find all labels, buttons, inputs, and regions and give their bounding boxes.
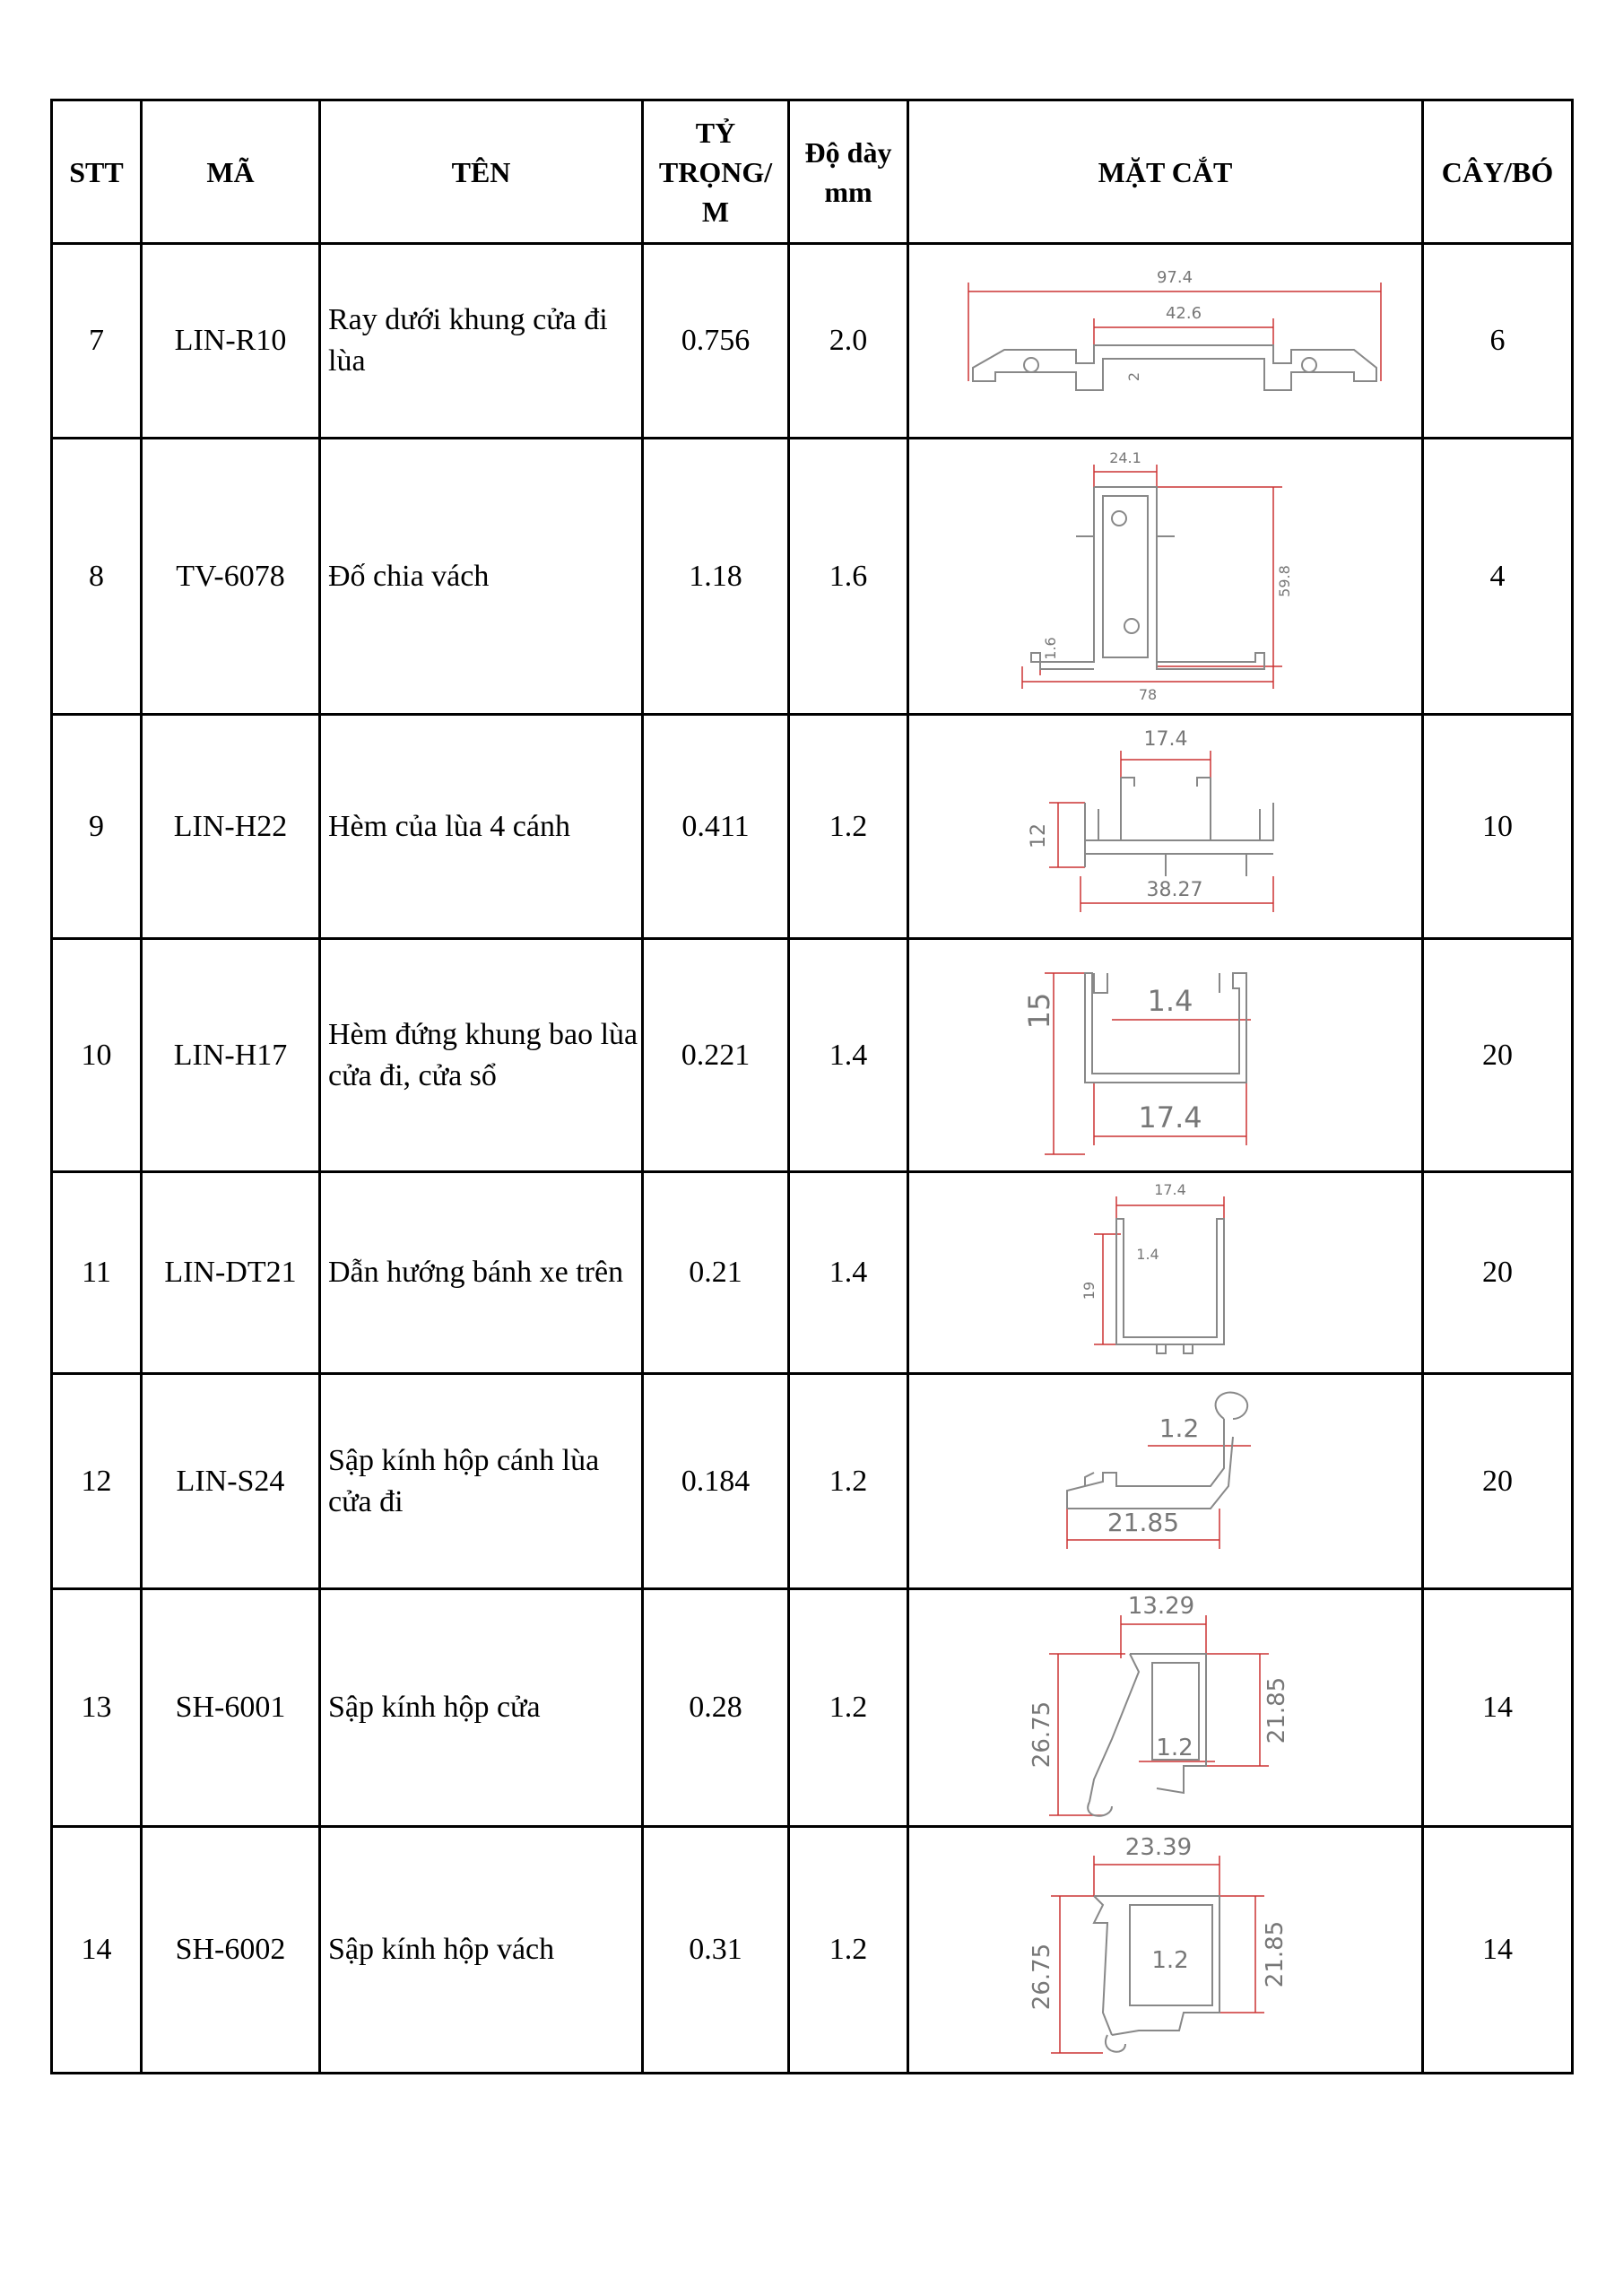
profile-drawing-lin-h22 <box>1004 724 1327 930</box>
dim-label: 1.4 <box>1135 1246 1159 1263</box>
cell-mat-cat <box>908 1827 1423 2074</box>
cell-cay-bo: 20 <box>1423 939 1573 1172</box>
cell-ma: LIN-R10 <box>142 244 320 439</box>
cell-mat-cat <box>908 1172 1423 1374</box>
table-row <box>52 1172 1573 1374</box>
cell-ten: Hèm đứng khung bao lùa cửa đi, cửa sổ <box>320 939 643 1172</box>
cell-ty-trong: 1.18 <box>643 439 789 715</box>
cell-ty-trong: 0.756 <box>643 244 789 439</box>
cell-cay-bo: 20 <box>1423 1374 1573 1589</box>
dim-label: 17.4 <box>1143 727 1187 751</box>
dim-label: 1.6 <box>1041 636 1059 660</box>
profile-drawing-lin-h17 <box>1004 948 1327 1163</box>
dim-label: 26.75 <box>1028 1943 1055 2011</box>
cell-stt: 14 <box>52 1827 142 2074</box>
cell-ty-trong: 0.21 <box>643 1172 789 1374</box>
cell-ma: LIN-H22 <box>142 715 320 939</box>
table-row <box>52 1827 1573 2074</box>
cell-ten: Ray dưới khung cửa đi lùa <box>320 244 643 439</box>
cell-mat-cat <box>908 244 1423 439</box>
header-mat-cat: MẶT CẮT <box>908 100 1423 244</box>
header-do-day: Độ dày mm <box>789 100 908 244</box>
dim-label: 23.39 <box>1124 1834 1192 1861</box>
profile-drawing-tv-6078 <box>1004 447 1327 707</box>
profile-drawing-lin-s24 <box>1004 1383 1327 1580</box>
cell-stt: 8 <box>52 439 142 715</box>
cell-stt: 9 <box>52 715 142 939</box>
cell-ty-trong: 0.221 <box>643 939 789 1172</box>
cell-ty-trong: 0.31 <box>643 1827 789 2074</box>
dim-label: 21.85 <box>1107 1507 1179 1537</box>
cell-mat-cat <box>908 1374 1423 1589</box>
cell-do-day: 1.2 <box>789 1374 908 1589</box>
cell-do-day: 1.4 <box>789 939 908 1172</box>
dim-label: 24.1 <box>1108 448 1141 466</box>
cell-ma: TV-6078 <box>142 439 320 715</box>
profile-drawing-lin-dt21 <box>1049 1178 1282 1367</box>
cell-do-day: 1.2 <box>789 1589 908 1827</box>
cell-stt: 7 <box>52 244 142 439</box>
dim-label: 21.85 <box>1261 1920 1289 1988</box>
cell-mat-cat <box>908 439 1423 715</box>
profile-drawing-sh-6001 <box>1004 1596 1327 1820</box>
dim-label: 17.4 <box>1153 1181 1186 1198</box>
cell-cay-bo: 14 <box>1423 1827 1573 2074</box>
cell-mat-cat <box>908 715 1423 939</box>
header-cay-bo: CÂY/BÓ <box>1423 100 1573 244</box>
dim-label: 19 <box>1080 1281 1098 1300</box>
dim-label: 13.29 <box>1127 1596 1194 1620</box>
cell-mat-cat <box>908 1589 1423 1827</box>
dim-label: 97.4 <box>1156 268 1193 287</box>
cell-cay-bo: 14 <box>1423 1589 1573 1827</box>
cell-ty-trong: 0.184 <box>643 1374 789 1589</box>
cell-ten: Dẫn hướng bánh xe trên <box>320 1172 643 1374</box>
dim-label: 12 <box>1027 822 1050 848</box>
cell-ma: SH-6001 <box>142 1589 320 1827</box>
cell-ma: LIN-S24 <box>142 1374 320 1589</box>
cell-ten: Đố chia vách <box>320 439 643 715</box>
cell-ten: Sập kính hộp cửa <box>320 1589 643 1827</box>
cell-cay-bo: 10 <box>1423 715 1573 939</box>
cell-ten: Sập kính hộp cánh lùa cửa đi <box>320 1374 643 1589</box>
table-row <box>52 715 1573 939</box>
header-ty-trong: TỶ TRỌNG/ M <box>643 100 789 244</box>
cell-cay-bo: 4 <box>1423 439 1573 715</box>
dim-label: 26.75 <box>1028 1700 1055 1769</box>
cell-do-day: 1.2 <box>789 715 908 939</box>
table-row <box>52 1589 1573 1827</box>
dim-label: 1.4 <box>1147 983 1193 1018</box>
cell-ty-trong: 0.411 <box>643 715 789 939</box>
dim-label: 38.27 <box>1146 878 1202 901</box>
cell-ten: Sập kính hộp vách <box>320 1827 643 2074</box>
dim-label: 17.4 <box>1137 1100 1202 1135</box>
cell-cay-bo: 6 <box>1423 244 1573 439</box>
cell-ma: SH-6002 <box>142 1827 320 2074</box>
dim-label: 59.8 <box>1275 564 1293 597</box>
table-row <box>52 439 1573 715</box>
dim-label: 2 <box>1124 371 1142 382</box>
cell-ma: LIN-H17 <box>142 939 320 1172</box>
cell-mat-cat <box>908 939 1423 1172</box>
cell-do-day: 1.6 <box>789 439 908 715</box>
cell-stt: 13 <box>52 1589 142 1827</box>
header-ma: MÃ <box>142 100 320 244</box>
cell-stt: 10 <box>52 939 142 1172</box>
table-row <box>52 939 1573 1172</box>
cell-do-day: 2.0 <box>789 244 908 439</box>
profile-drawing-lin-r10 <box>933 256 1399 426</box>
dim-label: 15 <box>1021 992 1056 1029</box>
cell-cay-bo: 20 <box>1423 1172 1573 1374</box>
header-ten: TÊN <box>320 100 643 244</box>
cell-stt: 12 <box>52 1374 142 1589</box>
profile-drawing-sh-6002 <box>1004 1833 1327 2066</box>
cell-ten: Hèm của lùa 4 cánh <box>320 715 643 939</box>
dim-label: 1.2 <box>1159 1413 1199 1443</box>
dim-label: 42.6 <box>1165 304 1202 323</box>
cell-ma: LIN-DT21 <box>142 1172 320 1374</box>
dim-label: 1.2 <box>1155 1735 1193 1761</box>
table-row <box>52 244 1573 439</box>
header-row <box>52 100 1573 244</box>
profile-catalog-table <box>50 99 1574 2074</box>
dim-label: 78 <box>1138 685 1157 703</box>
cell-ty-trong: 0.28 <box>643 1589 789 1827</box>
dim-label: 1.2 <box>1150 1947 1189 1974</box>
header-stt: STT <box>52 100 142 244</box>
cell-do-day: 1.2 <box>789 1827 908 2074</box>
cell-do-day: 1.4 <box>789 1172 908 1374</box>
cell-stt: 11 <box>52 1172 142 1374</box>
table-row <box>52 1374 1573 1589</box>
dim-label: 21.85 <box>1263 1676 1290 1744</box>
